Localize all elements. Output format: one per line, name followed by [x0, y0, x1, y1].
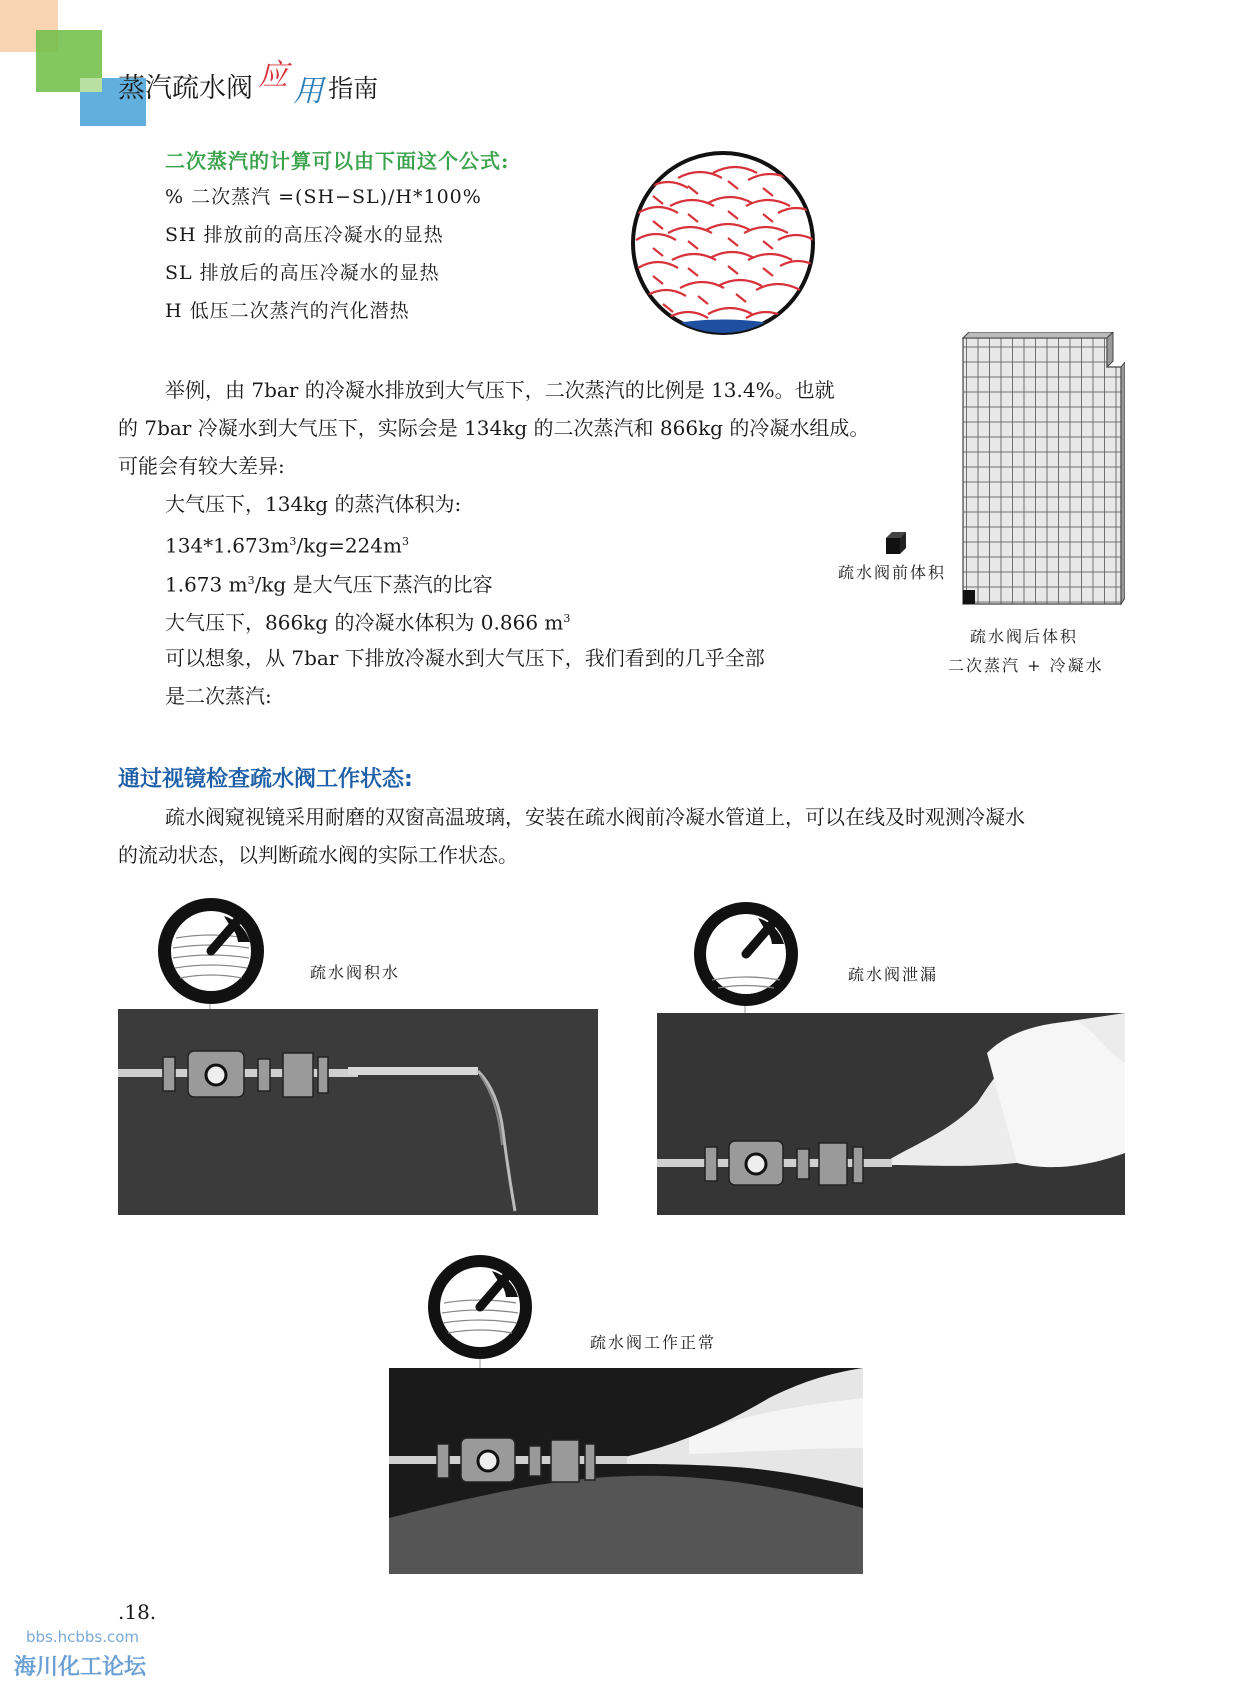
example-line-2: 的 7bar 冷凝水到大气压下，实际会是 134kg 的二次蒸汽和 866kg 的冷凝水组成。	[118, 416, 870, 440]
sight-glass-gauge-leaking	[694, 902, 798, 1006]
formula-line: H 低压二次蒸汽的汽化潜热	[165, 300, 410, 322]
formula-line: SL 排放后的高压冷凝水的显热	[165, 262, 440, 284]
photo-leaking	[657, 1013, 1125, 1215]
volume-after-label-1: 疏水阀后体积	[970, 627, 1079, 646]
volume-after-label-2: 二次蒸汽 + 冷凝水	[948, 656, 1104, 675]
photo-normal	[389, 1368, 863, 1574]
example-line-3: 可能会有较大差异:	[118, 454, 285, 478]
formula-line: % 二次蒸汽 =(SH−SL)/H*100%	[165, 186, 482, 208]
sup: 3	[247, 574, 255, 587]
formula-heading: 二次蒸汽的计算可以由下面这个公式:	[165, 149, 510, 173]
sight-glass-para-2: 的流动状态，以判断疏水阀的实际工作状态。	[118, 843, 518, 867]
calc-2-suffix: /kg 是大气压下蒸汽的比容	[254, 572, 493, 597]
flash-steam-circle-illustration	[628, 148, 818, 338]
formula-lines	[165, 178, 482, 330]
header-title-accent-2: 用	[293, 74, 324, 109]
sight-glass-gauge-normal	[428, 1255, 532, 1359]
example-line-4: 大气压下，134kg 的蒸汽体积为:	[165, 492, 462, 516]
sight-glass-gauge-waterlogged	[158, 898, 264, 1004]
caption-normal: 疏水阀工作正常	[590, 1333, 717, 1352]
example-line-1: 举例，由 7bar 的冷凝水排放到大气压下，二次蒸汽的比例是 13.4%。也就	[165, 378, 835, 402]
sight-glass-para-1: 疏水阀窥视镜采用耐磨的双窗高温玻璃，安装在疏水阀前冷凝水管道上，可以在线及时观测冷凝水	[165, 805, 1025, 829]
calc-2-prefix: 1.673 m	[165, 572, 248, 597]
page-header-title	[118, 58, 379, 109]
caption-waterlogged: 疏水阀积水	[310, 963, 401, 982]
sight-glass-heading: 通过视镜检查疏水阀工作状态:	[118, 767, 413, 792]
formula-line: SH 排放前的高压冷凝水的显热	[165, 224, 444, 246]
example-tail-2: 是二次蒸汽:	[165, 684, 272, 708]
page-number: .18.	[118, 1600, 157, 1624]
volume-grid-illustration	[955, 332, 1125, 612]
volume-before-label: 疏水阀前体积	[838, 563, 947, 582]
watermark-url: bbs.hcbbs.com	[26, 1628, 140, 1646]
example-calc-3	[165, 600, 570, 642]
sup: 3	[563, 612, 571, 625]
photo-waterlogged	[118, 1009, 598, 1215]
calc-3: 大气压下，866kg 的冷凝水体积为 0.866 m	[165, 610, 564, 635]
header-title-accent-1: 应	[258, 58, 289, 93]
watermark-name: 海川化工论坛	[14, 1655, 147, 1680]
example-calc-1	[165, 523, 409, 565]
header-title-end: 指南	[328, 74, 379, 103]
header-title-main: 蒸汽疏水阀	[118, 73, 253, 104]
calc-1-mid: /kg=224m	[296, 533, 402, 558]
example-tail-1: 可以想象，从 7bar 下排放冷凝水到大气压下，我们看到的几乎全部	[165, 646, 765, 670]
example-calc-2	[165, 562, 493, 604]
sup: 3	[401, 535, 409, 548]
sup: 3	[289, 535, 297, 548]
header-square-lightgreen	[80, 78, 102, 92]
caption-leaking: 疏水阀泄漏	[848, 965, 939, 984]
small-cube-icon	[884, 530, 910, 556]
calc-1-prefix: 134*1.673m	[165, 533, 290, 558]
